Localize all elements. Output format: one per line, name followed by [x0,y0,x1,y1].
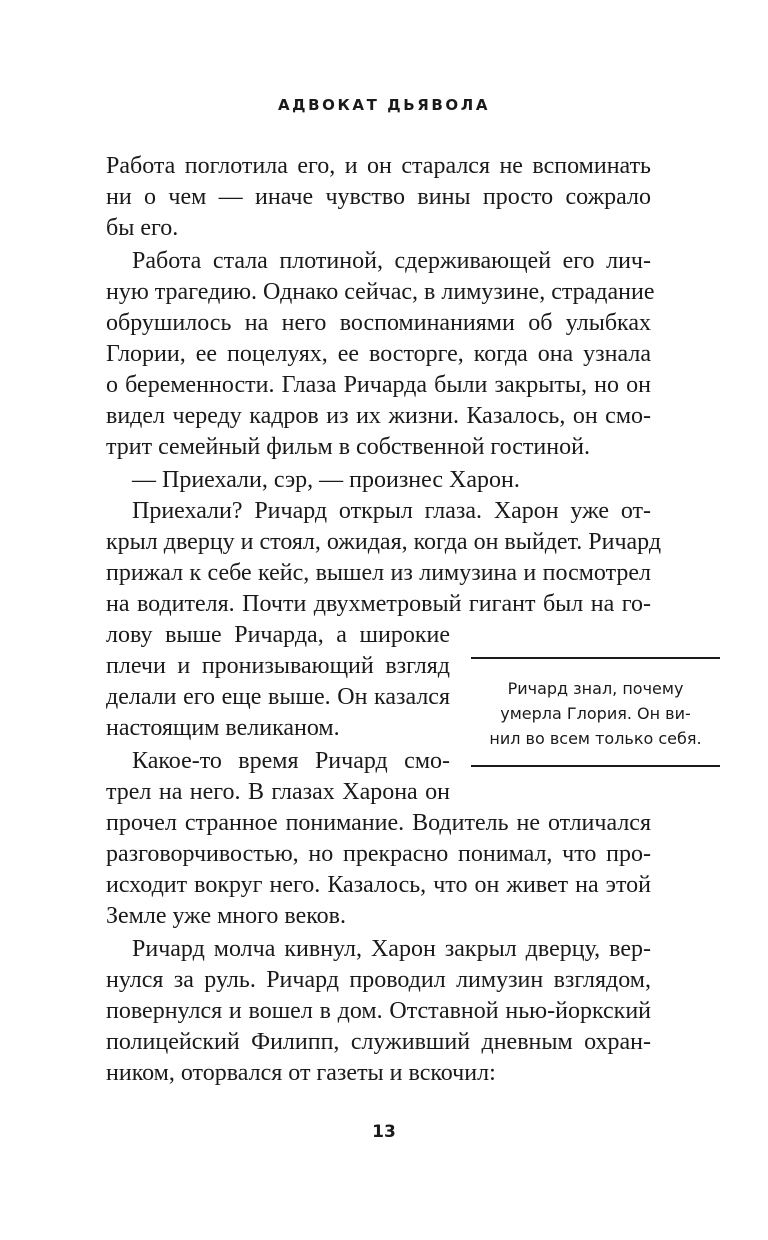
text-line: настоящим великаном. [106,715,340,741]
text-line: обрушилось на него воспоминаниями об улыбках [106,310,651,336]
text-line: Работа стала плотиной, сдерживающей его лич- [132,248,651,274]
pull-quote-line: Ричард знал, почему [507,679,684,698]
pull-quote-line: нил во всем только себя. [489,729,702,748]
text-line: разговорчивостью, но прекрасно понимал, что про- [106,841,651,867]
text-line: Ричард молча кивнул, Харон закрыл дверцу, вер- [132,936,651,962]
text-line: полицейский Филипп, служивший дневным охран- [106,1029,651,1055]
text-line: на водителя. Почти двухметровый гигант был на го- [106,591,651,617]
text-line: лову выше Ричарда, а широкие [106,622,450,648]
text-line: крыл дверцу и стоял, ожидая, когда он выйдет. Ричард [106,529,662,555]
text-line: ником, оторвался от газеты и вскочил: [106,1060,496,1086]
text-line: Работа поглотила его, и он старался не вспоминать [106,153,651,179]
text-line: исходит вокруг него. Казалось, что он живет на этой [106,872,651,898]
text-line: Глории, ее поцелуях, ее восторге, когда она узнала [106,341,651,367]
text-line: нулся за руль. Ричард проводил лимузин взглядом, [106,967,651,993]
text-line: ни о чем — иначе чувство вины просто сожрало [106,184,651,210]
text-line: Земле уже много веков. [106,903,346,929]
text-line: о беременности. Глаза Ричарда были закрыты, но он [106,372,651,398]
text-line: делали его еще выше. Он казался [106,684,450,710]
pull-quote-line: умерла Глория. Он ви- [500,704,691,723]
text-line: видел череду кадров из их жизни. Казалось, он смо- [106,403,651,429]
text-line: Приехали? Ричард открыл глаза. Харон уже от- [132,498,651,524]
text-line: плечи и пронизывающий взгляд [106,653,450,679]
text-line: — Приехали, сэр, — произнес Харон. [132,467,520,493]
text-line: прижал к себе кейс, вышел из лимузина и посмотрел [106,560,651,586]
running-header: АДВОКАТ ДЬЯВОЛА [277,96,491,114]
page-number: 13 [372,1122,396,1142]
text-line: трит семейный фильм в собственной гостиной. [106,434,590,460]
text-line: трел на него. В глазах Харона он [106,779,450,805]
text-line: прочел странное понимание. Водитель не отличался [106,810,651,836]
text-line: Какое-то время Ричард смо- [132,748,450,774]
pull-quote [471,657,720,767]
text-line: ную трагедию. Однако сейчас, в лимузине, страдание [106,279,655,305]
text-line: бы его. [106,215,179,241]
text-line: повернулся и вошел в дом. Отставной нью-йоркский [106,998,651,1024]
